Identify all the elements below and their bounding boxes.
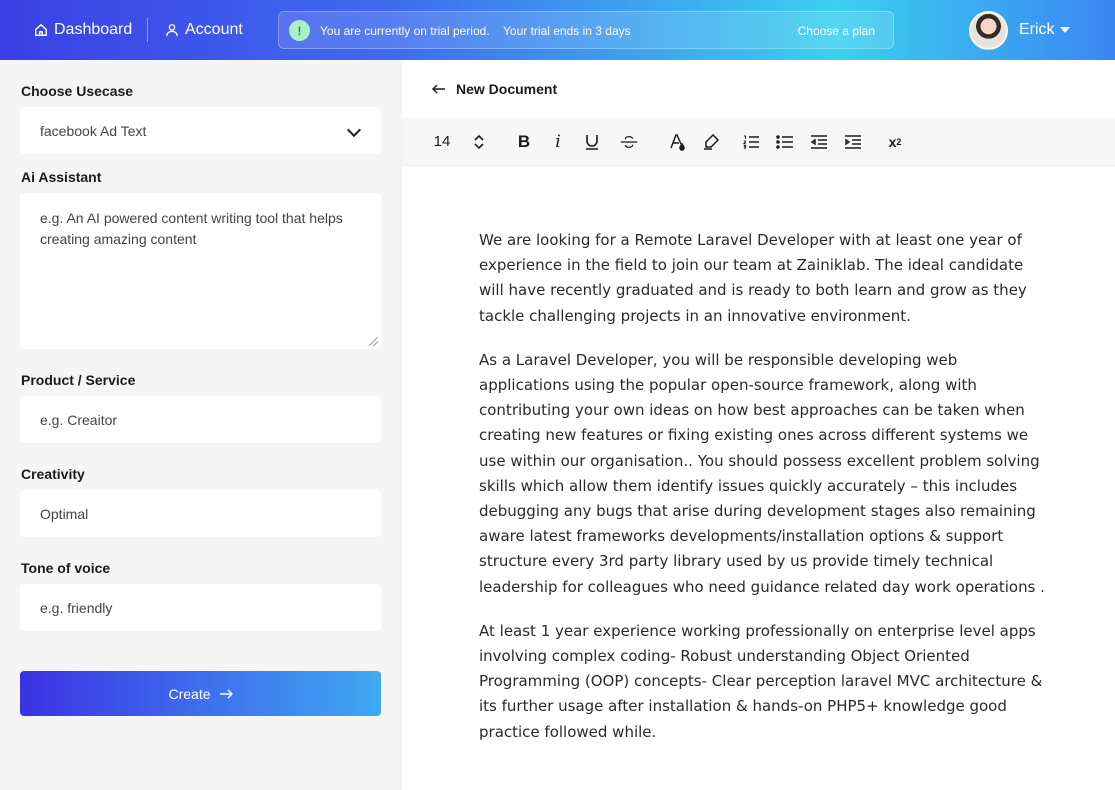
nav-account-label: Account bbox=[185, 21, 243, 38]
product-input[interactable] bbox=[20, 396, 381, 443]
creativity-label: Creativity bbox=[21, 466, 85, 482]
bold-icon[interactable]: B bbox=[517, 131, 531, 151]
info-icon: ! bbox=[289, 20, 310, 41]
trial-message: You are currently on trial period. bbox=[320, 24, 490, 38]
creativity-value: Optimal bbox=[40, 505, 89, 522]
ordered-list-icon[interactable] bbox=[741, 117, 761, 166]
nav-divider bbox=[147, 18, 148, 42]
usecase-value: facebook Ad Text bbox=[40, 122, 147, 139]
create-button[interactable] bbox=[20, 671, 381, 716]
document-paragraph: As a Laravel Developer, you will be responsible developing web applications using the popular open-source framework, along with contributing your own ideas on how best approaches can be taken when creating new features or fixing existing ones across different systems we use within our organisation.. You should possess excellent problem solving skills which allow them identify issues quickly accurately – this includes debugging any bugs that arise during development stages also remaining aware latest frameworks developments/installation options & support structure every 3rd party library used by us provide timely technical leadership for colleagues who need guidance related day work operations . bbox=[479, 350, 1045, 596]
chevron-up-down-icon bbox=[470, 133, 488, 151]
assistant-label: Ai Assistant bbox=[21, 169, 102, 185]
trial-ends-text: Your trial ends in 3 days bbox=[503, 24, 631, 38]
user-name[interactable]: Erick bbox=[1019, 21, 1055, 38]
product-label: Product / Service bbox=[21, 372, 136, 388]
product-placeholder: e.g. Creaitor bbox=[40, 411, 118, 428]
creativity-input[interactable] bbox=[20, 490, 381, 537]
font-size-stepper[interactable] bbox=[470, 117, 488, 166]
editor-toolbar bbox=[402, 117, 1115, 166]
trial-banner bbox=[278, 11, 894, 49]
usecase-label: Choose Usecase bbox=[21, 83, 134, 99]
document-paragraph: We are looking for a Remote Laravel Developer with at least one year of experience in the field to join our team at Zainiklab. The ideal candidate will have recently graduated and is ready to both learn and grow as they tackle challenging projects in an innovative environment. bbox=[479, 231, 1027, 325]
chevron-down-icon[interactable] bbox=[1060, 27, 1070, 33]
home-icon bbox=[34, 23, 48, 37]
create-button-label: Create bbox=[168, 685, 211, 702]
outdent-icon[interactable] bbox=[809, 117, 829, 166]
font-size-value[interactable]: 14 bbox=[433, 133, 451, 150]
assistant-placeholder: e.g. An AI powered content writing tool that helps creating amazing content bbox=[40, 210, 343, 247]
tone-input[interactable] bbox=[20, 584, 381, 631]
chevron-down-icon bbox=[347, 123, 361, 137]
top-bar bbox=[0, 0, 1115, 60]
avatar[interactable] bbox=[969, 11, 1008, 50]
assistant-textarea[interactable] bbox=[20, 193, 381, 349]
tone-label: Tone of voice bbox=[21, 560, 111, 576]
document-content[interactable] bbox=[479, 228, 1049, 764]
highlight-icon[interactable] bbox=[701, 117, 721, 166]
indent-icon[interactable] bbox=[843, 117, 863, 166]
user-icon bbox=[165, 23, 179, 37]
strikethrough-icon[interactable] bbox=[617, 117, 641, 166]
text-color-icon[interactable] bbox=[667, 117, 687, 166]
nav-account[interactable] bbox=[165, 0, 243, 60]
arrow-left-icon[interactable] bbox=[432, 84, 446, 94]
usecase-select[interactable] bbox=[20, 107, 381, 154]
subscript-icon[interactable]: x 2 bbox=[888, 133, 902, 150]
nav-dashboard[interactable] bbox=[34, 0, 132, 60]
tone-placeholder: e.g. friendly bbox=[40, 599, 113, 616]
nav-dashboard-label: Dashboard bbox=[54, 21, 133, 38]
resize-grip-icon[interactable] bbox=[369, 337, 378, 346]
document-header bbox=[432, 81, 557, 97]
document-paragraph: At least 1 year experience working professionally on enterprise level apps involving complex coding- Robust understanding Object Oriented Programming (OOP) concepts- Clear perception laravel MVC architecture & its further usage after installation & hands-on PHP5+ knowledge good practice followed while. bbox=[479, 621, 1043, 741]
document-title: New Document bbox=[456, 81, 558, 97]
underline-icon[interactable] bbox=[582, 117, 602, 166]
choose-plan-link[interactable]: Choose a plan bbox=[797, 24, 875, 38]
bullet-list-icon[interactable] bbox=[775, 117, 795, 166]
italic-icon[interactable]: i bbox=[555, 131, 561, 152]
arrow-right-icon bbox=[219, 689, 233, 699]
